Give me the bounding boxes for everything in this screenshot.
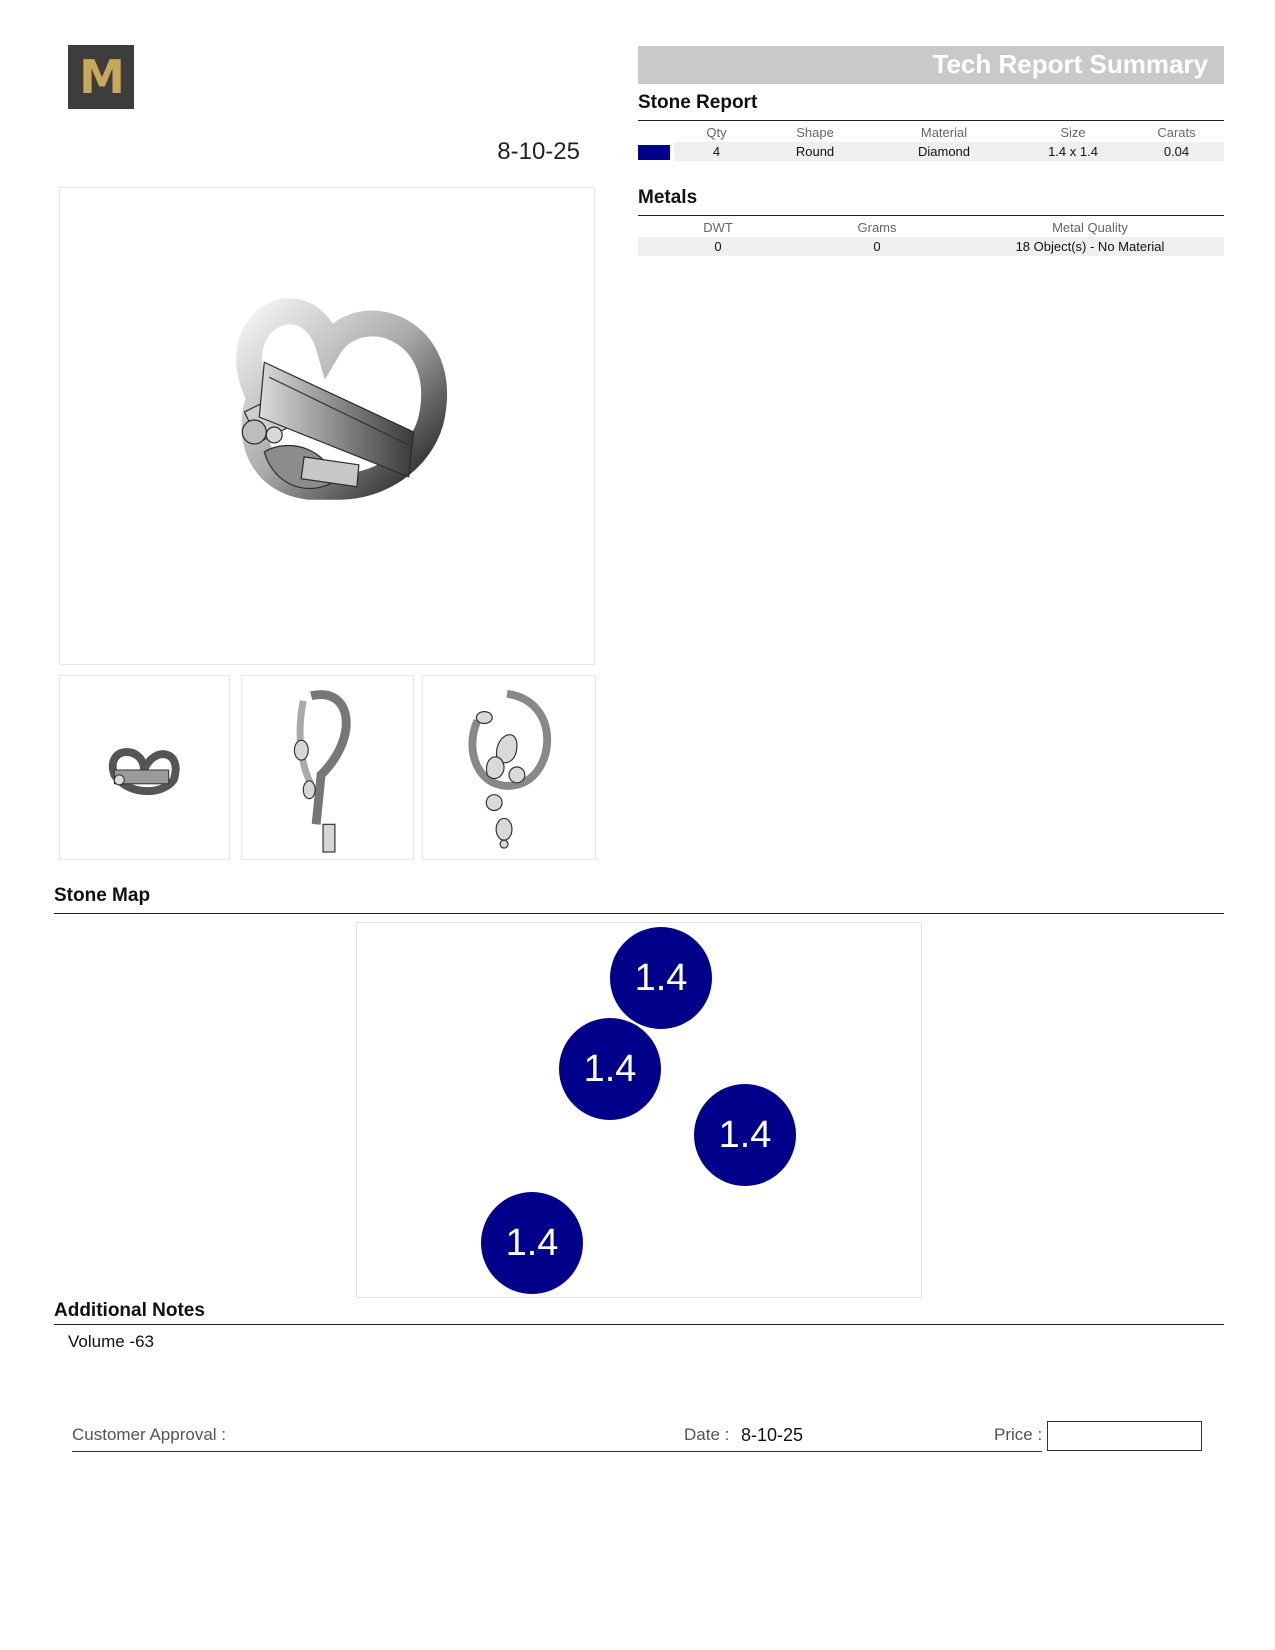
material-cell: Diamond bbox=[871, 142, 1017, 161]
col-carats: Carats bbox=[1157, 125, 1196, 140]
stone-map-canvas bbox=[356, 922, 922, 1298]
grams-cell: 0 bbox=[798, 237, 956, 256]
stone-marker-4: 1.4 bbox=[481, 1192, 583, 1294]
metals-table bbox=[638, 218, 1224, 256]
dwt-cell: 0 bbox=[638, 237, 798, 256]
metal-quality-cell: 18 Object(s) - No Material bbox=[956, 237, 1224, 256]
stone-marker-2: 1.4 bbox=[559, 1018, 661, 1120]
report-date: 8-10-25 bbox=[497, 138, 580, 165]
stone-map-rule bbox=[54, 913, 1224, 914]
approval-date-value: 8-10-25 bbox=[741, 1425, 804, 1445]
stone-color-cell bbox=[638, 142, 674, 161]
price-field[interactable] bbox=[1047, 1421, 1202, 1451]
table-row bbox=[638, 237, 1224, 256]
report-title-bar bbox=[638, 46, 1224, 84]
stone-report-title: Stone Report bbox=[638, 92, 758, 113]
ring-render-main-image bbox=[60, 188, 594, 664]
qty-cell: 4 bbox=[674, 142, 759, 161]
ring-render-top-image bbox=[60, 676, 229, 859]
report-title: Tech Report Summary bbox=[932, 49, 1208, 79]
ring-render-side-image bbox=[242, 676, 413, 859]
metals-rule bbox=[638, 215, 1224, 216]
col-metal-quality: Metal Quality bbox=[1052, 220, 1128, 235]
logo-letter: M bbox=[79, 50, 123, 104]
ring-render-front-image bbox=[423, 676, 595, 859]
shape-cell: Round bbox=[759, 142, 871, 161]
col-material: Material bbox=[920, 125, 968, 140]
swatch-header bbox=[638, 123, 674, 142]
company-logo bbox=[68, 45, 134, 109]
col-size: Size bbox=[1060, 125, 1086, 140]
approval-date-label: Date : bbox=[684, 1425, 730, 1444]
stone-report-rule bbox=[638, 120, 1224, 121]
col-qty: Qty bbox=[706, 125, 727, 140]
thumbnail-view-2 bbox=[241, 675, 414, 860]
table-row bbox=[638, 142, 1224, 161]
stone-report-table bbox=[638, 123, 1224, 161]
additional-notes-text: Volume -63 bbox=[68, 1332, 154, 1351]
col-dwt: DWT bbox=[703, 220, 733, 235]
stone-report-header-row bbox=[638, 123, 1224, 142]
stone-marker-1: 1.4 bbox=[610, 927, 712, 1029]
stone-map-title: Stone Map bbox=[54, 885, 151, 906]
stone-marker-3: 1.4 bbox=[694, 1084, 796, 1186]
additional-notes-title: Additional Notes bbox=[54, 1300, 205, 1321]
metals-header-row bbox=[638, 218, 1224, 237]
size-cell: 1.4 x 1.4 bbox=[1017, 142, 1129, 161]
thumbnail-view-1 bbox=[59, 675, 230, 860]
main-render-view bbox=[59, 187, 595, 665]
price-label: Price : bbox=[994, 1425, 1043, 1444]
thumbnail-view-3 bbox=[422, 675, 596, 860]
customer-approval-label: Customer Approval : bbox=[72, 1425, 227, 1444]
customer-signature-line[interactable] bbox=[72, 1451, 1042, 1452]
stone-color-swatch bbox=[638, 145, 670, 160]
col-shape: Shape bbox=[796, 125, 834, 140]
col-grams: Grams bbox=[857, 220, 897, 235]
carats-cell: 0.04 bbox=[1129, 142, 1224, 161]
additional-notes-rule bbox=[54, 1324, 1224, 1325]
metals-title: Metals bbox=[638, 187, 698, 208]
